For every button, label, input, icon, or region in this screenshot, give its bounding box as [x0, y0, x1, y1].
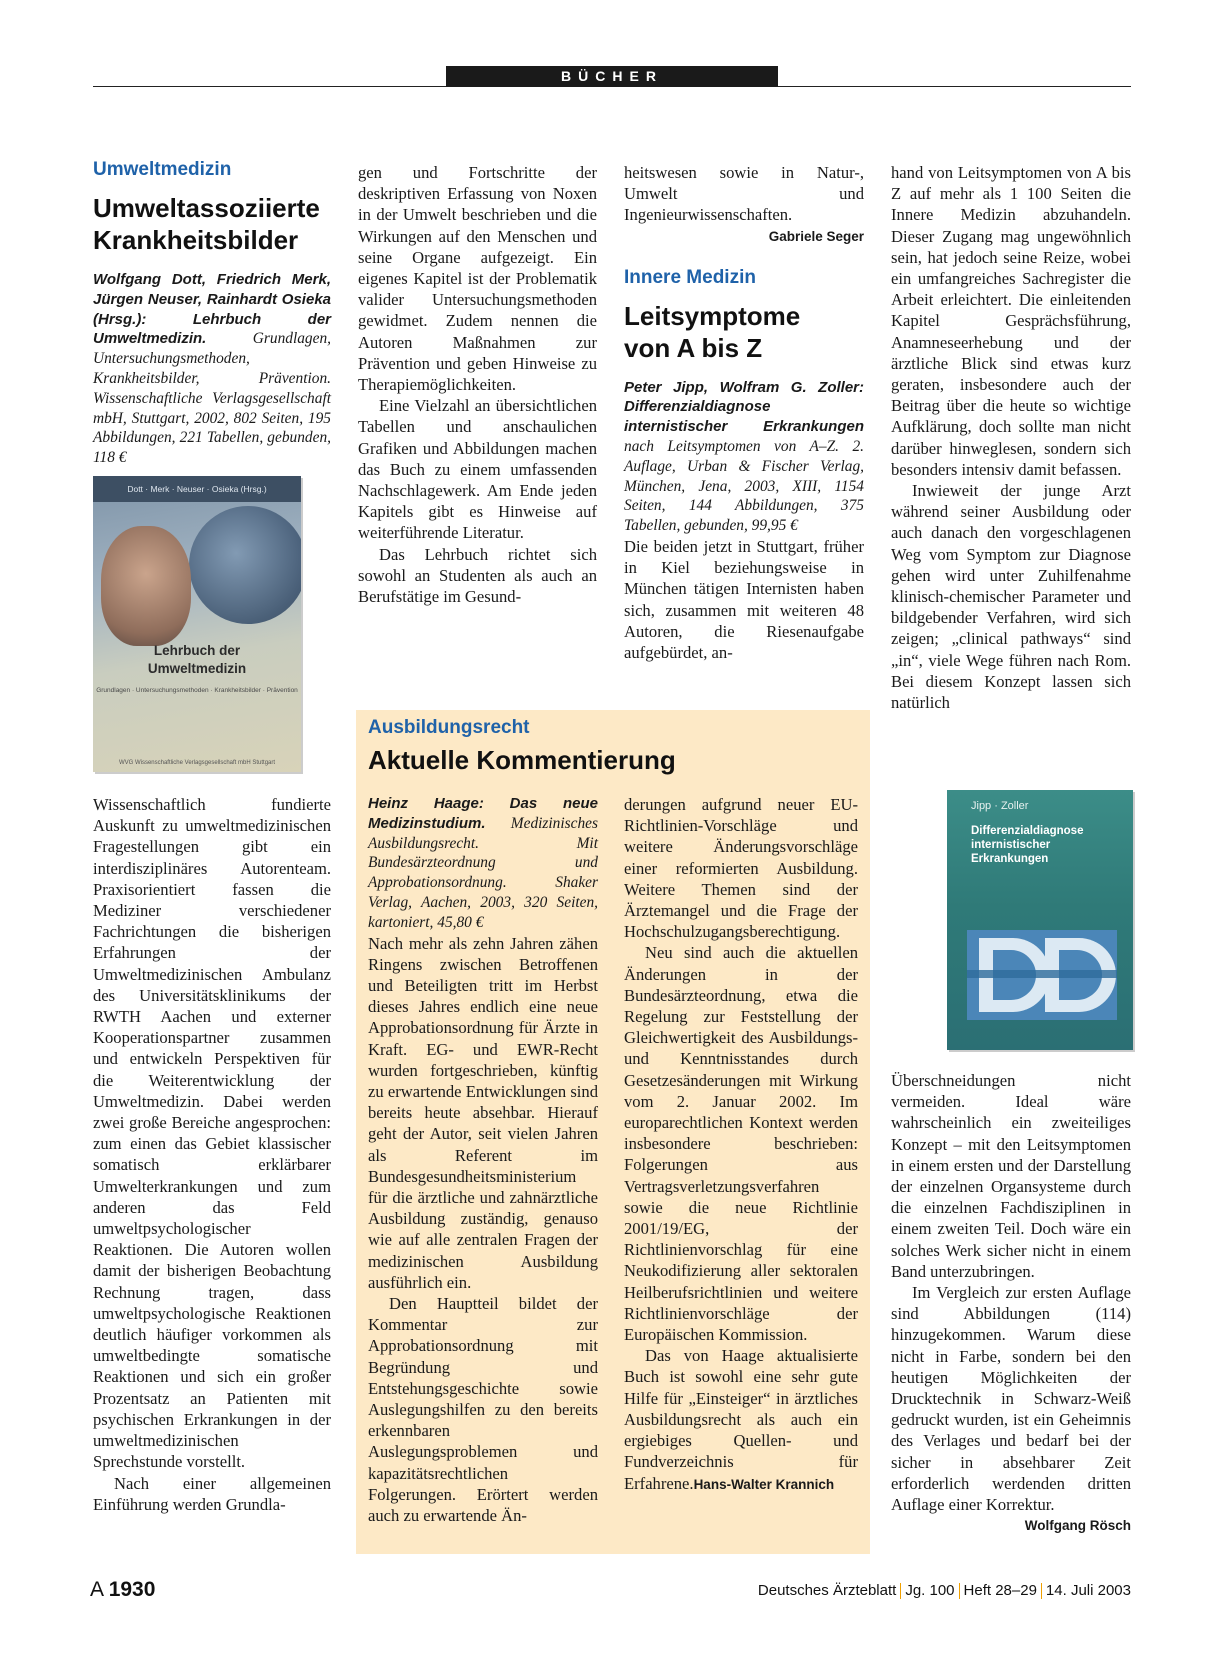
title-leitsymptome: Leitsymptome von A bis Z — [624, 300, 801, 363]
paragraph: gen und Fortschritte der deskriptiven Erfassung von Noxen in der Umwelt beschrieben und die Wirkungen auf den Menschen und seine Organe aufgezeigt. Ein eigenes Kapitel ist der Problematik valider Untersuchungsmethoden gewidmet. Zudem nennen die Autoren Maßnahmen zur Prävention und geben Hinweise zu Therapiemöglichkeiten. — [358, 163, 597, 395]
box-column-a — [368, 794, 598, 1526]
box-header — [368, 716, 858, 784]
signature-seger: Gabriele Seger — [768, 228, 864, 244]
paragraph: Nach einer allgemeinen Einführung werden Grundla- — [93, 1473, 331, 1514]
journal-footer — [758, 1582, 1131, 1599]
page-number: A 1930 — [90, 1578, 156, 1601]
column-3 — [624, 162, 864, 663]
signature-krannich: Hans-Walter Krannich — [693, 1476, 835, 1492]
child-face-image — [101, 526, 191, 646]
cover-title: Differenzialdiagnose internistischer Erkrankungen — [971, 825, 1084, 865]
journal-name: Deutsches Ärzteblatt — [757, 1582, 897, 1599]
paragraph: Wissenschaftlich fundierte Auskunft zu umweltmedizinischen Fragestellungen gibt ein interdisziplinäres Autorenteam. Praxisorientiert fassen die Mediziner verschiedener Fachrichtungen die bisherigen Erfahrungen der Umweltmedizinischen Ambulanz des Universitätsklinikums der RWTH Aachen und externer Kooperationspartner zusammen und entwickeln Perspektiven für die Weiterentwicklung der Umweltmedizin. Dabei werden zwei große Bereiche angesprochen: zum einen das Gebiet klassischer somatisch erklärbarer Umwelterkrankungen und zum anderen das Feld umweltpsychologischer Reaktionen. Die Autoren wollen damit der bisherigen Beobachtung Rechnung tragen, dass umweltpsychologische Reaktionen deutlich häufiger vorkommen als umweltbedingte somatische Reaktionen und sich ein großer Prozentsatz an Patienten mit psychischen Erkrankungen in der umweltmedizinischen Sprechstunde vorstellt. — [93, 795, 331, 1472]
biblio-jipp: Peter Jipp, Wolfram G. Zoller: Differenzialdiagnose internistischer Erkrankungen nach Leitsymptomen von A–Z. 2. Auflage, Urban & Fischer Verlag, München, Jena, 2003, XIII, 1154 Seiten, 144 Abbildungen, 375 Tabellen, gebunden, 99,95 € — [624, 378, 864, 535]
paragraph: Eine Vielzahl an übersichtlichen Tabellen und anschaulichen Grafiken und Abbildungen machen das Buch zu einem umfassenden Nachschlagewerk. Am Ende jeden Kapitels gibt es Hinweise auf weiterführende Literatur. — [358, 396, 597, 543]
column-4 — [891, 162, 1131, 713]
paragraph: Das von Haage aktualisierte Buch ist sowohl eine sehr gute Hilfe für „Einsteiger“ in ärztliches Ausbildungsrecht als auch ein ergiebiges Quellen- und Fundverzeichnis für Erfahrene.Hans-Walter Krannich — [624, 1346, 858, 1493]
section-tab: BÜCHER — [446, 66, 778, 87]
paragraph: heitswesen sowie in Natur-, Umwelt und Ingenieurwissenschaften. Gabriele Seger — [624, 162, 864, 226]
journal-volume: Jg. 100 — [905, 1582, 955, 1599]
cover-subtitle: Grundlagen · Untersuchungsmethoden · Krankheitsbilder · Prävention — [96, 687, 298, 694]
journal-date: 14. Juli 2003 — [1045, 1582, 1131, 1599]
journal-issue: Heft 28–29 — [963, 1582, 1037, 1599]
column-1-body — [93, 794, 331, 1515]
paragraph: derungen aufgrund neuer EU-Richtlinien-Vorschläge und weitere Änderungsvorschläge einer reformierten Ausbildung. Weitere Themen sind der Ärztemangel und die Frage der Hochschulzugangsberechtigung. — [624, 795, 858, 942]
biblio-dott: Wolfgang Dott, Friedrich Merk, Jürgen Neuser, Rainhardt Osieka (Hrsg.): Lehrbuch der Umweltmedizin. Grundlagen, Untersuchungsmethoden, Krankheitsbilder, Prävention. Wissenschaftliche Verlagsgesellschaft mbH, Stuttgart, 2002, 802 Seiten, 195 Abbildungen, 221 Tabellen, gebunden, 118 € — [93, 271, 331, 467]
paragraph: Den Hauptteil bildet der Kommentar zur Approbationsordnung mit Begründung und Entstehungsgeschichte sowie Auslegungshilfen zu den bereits erkennbaren Auslegungsproblemen und kapazitätsrechtlichen Folgerungen. Erörtert werden auch zu erwartende Än- — [368, 1294, 598, 1526]
dd-logo-graphic — [967, 930, 1117, 1020]
cover-publisher: WVG Wissenschaftliche Verlagsgesellschaft mbH Stuttgart — [118, 760, 276, 766]
box-column-b — [624, 794, 858, 1495]
cover-title: Lehrbuch der Umweltmedizin — [147, 643, 247, 676]
paragraph: Überschneidungen nicht vermeiden. Ideal wäre wahrscheinlich ein zweiteiliges Konzept – mit den Leitsymptomen in einem ersten und der Darstellung der einzelnen Organsysteme durch die einzelnen Fachdisziplinen in einem zweiten Teil. Doch wäre ein solches Werk sicher nicht in einem Band unterzubringen. — [891, 1071, 1131, 1281]
paragraph: Im Vergleich zur ersten Auflage sind Abbildungen (114) hinzugekommen. Warum diese nicht in Farbe, sondern bei den heutigen Möglichkeiten der Drucktechnik in Schwarz-Weiß gedruckt wurden, ist ein Geheimnis des Verlages und bedarf bei der sicher in absehbarer Zeit erforderlich werdenden dritten Auflage einer Korrektur. Wolfgang Rösch — [891, 1282, 1131, 1515]
paragraph: hand von Leitsymptomen von A bis Z auf mehr als 1 100 Seiten die Innere Medizin abzuhandeln. Dieser Zugang mag ungewöhnlich sein, hat jedoch seine Reize, wobei ein umfangreiches Sachregister die Arbeit erleichtert. Die einleitenden Kapitel Gesprächsführung, Anamneseerhebung und der ärztliche Blick sind etwas kurz geraten, insbesondere auch der Beitrag über die heute so wichtige Aufklärung, doch sollte man nicht darüber hinweglesen, sondern sich besonders intensiv damit befassen. — [891, 163, 1131, 479]
biblio-haage: Heinz Haage: Das neue Medizinstudium. Medizinisches Ausbildungsrecht. Mit Bundesärzteordnung und Approbationsordnung. Shaker Verlag, Aachen, 2003, 320 Seiten, kartoniert, 45,80 € — [368, 795, 598, 931]
kicker-innere-medizin: Innere Medizin — [624, 266, 756, 288]
title-umweltassoziierte: Umweltassoziierte Krankheitsbilder — [93, 193, 320, 255]
column-1 — [93, 158, 331, 468]
paragraph: Neu sind auch die aktuellen Änderungen in der Bundesärzteordnung, etwa die Regelung zur Feststellung der Gleichwertigkeit des Ausbildungs- und Kenntnisstandes durch Gesetzesänderungen mit Wirkung vom 2. Januar 2002. Im europarechtlichen Kontext werden insbesondere beschrieben: Folgerungen aus Vertragsverletzungsverfahren sowie die neue Richtlinie 2001/19/EG, der Richtlinienvorschlag für eine Neukodifizierung aller sektoralen Heilberufsrichtlinien und weitere Richtlinienvorschläge der Europäischen Kommission. — [624, 943, 858, 1345]
column-4-body — [891, 1070, 1131, 1536]
book-cover-differenzialdiagnose — [947, 790, 1133, 1050]
paragraph: Die beiden jetzt in Stuttgart, früher in Kiel beziehungsweise in München tätigen Internisten haben sich, zusammen mit weiteren 48 Autoren, die Riesenaufgabe aufgebürdet, an- — [624, 536, 864, 662]
title-aktuelle-kommentierung: Aktuelle Kommentierung — [368, 745, 676, 775]
paragraph: Inwieweit der junge Arzt während seiner Ausbildung oder auch danach den vorgeschlagenen Weg vom Symptom zur Diagnose gehen wird unter Zuhilfenahme klinisch-chemischer Parameter und bildgebender Verfahren, wird sich zeigen; „clinical pathways“ sind „in“, viele Wege führen nach Rom. Bei diesem Konzept lassen sich natürlich — [891, 481, 1131, 713]
paragraph: Das Lehrbuch richtet sich sowohl an Studenten als auch an Berufstätige im Gesund- — [358, 544, 597, 607]
kicker-ausbildungsrecht: Ausbildungsrecht — [368, 717, 530, 738]
book-cover-umweltmedizin — [93, 476, 301, 772]
column-2 — [358, 162, 597, 607]
signature-roesch: Wolfgang Rösch — [1024, 1518, 1131, 1534]
paragraph: Nach mehr als zehn Jahren zähen Ringens zwischen Betroffenen und Beteiligten tritt im Herbst dieses Jahres endlich eine neue Approbationsordnung für Ärzte in Kraft. EG- und EWR-Recht wurden fortgeschrieben, künftig zu erwartende Entwicklungen sind bereits heute absehbar. Hierauf geht der Autor, seit vielen Jahren als Referent im Bundesgesundheitsministerium für die ärztliche und zahnärztliche Ausbildung zuständig, genauso wie auf alle zentralen Fragen der medizinischen Ausbildung ausführlich ein. — [368, 933, 598, 1292]
cover-editors: Dott · Merk · Neuser · Osieka (Hrsg.) — [93, 476, 301, 502]
kicker-umweltmedizin: Umweltmedizin — [93, 159, 232, 180]
cover-authors: Jipp · Zoller — [971, 800, 1029, 812]
globe-image — [189, 506, 301, 624]
